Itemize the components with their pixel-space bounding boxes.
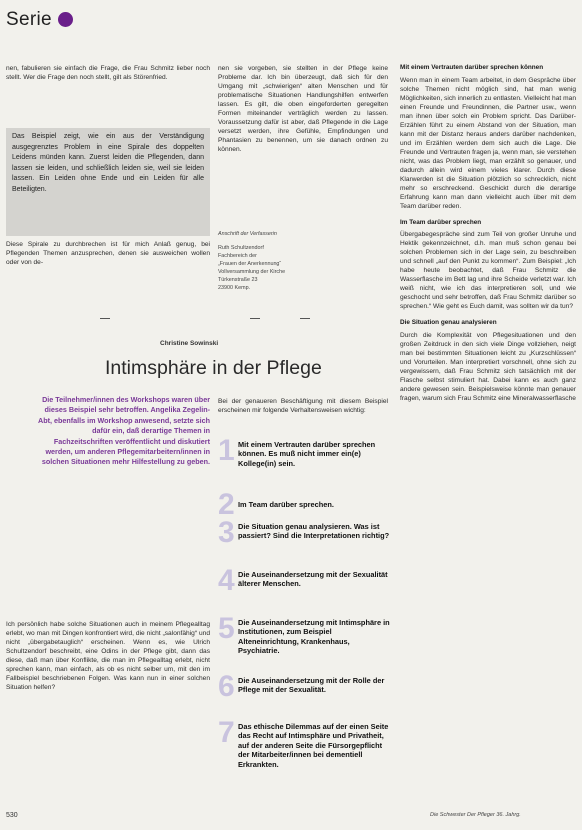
point-number: 2 <box>218 488 235 521</box>
col2-intro-text: Bei der genaueren Beschäftigung mit diesem Beispiel erscheinen mir folgende Verhaltensweisen wichtig: <box>218 398 388 414</box>
point-item <box>218 716 390 769</box>
col1-top-text: nen, fabulieren sie einfach die Frage, die Frau Schmitz lieber noch stellt. Wer die Frage den noch stellt, gilt als Störenfried. <box>6 65 210 81</box>
col1-after-box-text: Diese Spirale zu durchbrechen ist für mich Anlaß genug, bei Pflegenden Themen anzusprechen, denen sie ausweichen wollen oder von de- <box>6 241 210 266</box>
col2-top-text: nen sie vorgeben, sie stellten in der Pflege keine Probleme dar. Ich bin überzeugt, daß sich für den Umgang mit „schwierigen“ alten Menschen und für problematische Situationen Handlungshilfen entwerfen lassen. Es gilt, die oben eingeforderten geregelten Formen miteinander verträglich werden zu lassen. Voraussetzung dafür ist aber, daß Pflegende in die Lage versetzt werden, ihre Gefühle, Empfindungen und Phantasien zu benennen, um sie danach ordnen zu können. <box>218 65 388 153</box>
author: Christine Sowinski <box>160 340 219 347</box>
point-text: Mit einem Vertrauten darüber sprechen können. Es muß nicht immer ein(e) Kollege(in) sein. <box>238 440 376 468</box>
address-line: Vollversammlung der Kirche <box>218 269 286 275</box>
col3-heading-1: Mit einem Vertrauten darüber sprechen können <box>400 64 544 71</box>
lead-text: Die Teilnehmer/innen des Workshops waren über dieses Beispiel sehr betroffen. Angelika Zegelin-Abt, ebenfalls im Workshop anwesend, setzte sich dafür ein, daß derartige Themen in Fachzeitschriften veröffentlicht und diskutiert werden, um anderen Pflegemitarbeitern/innen in solchen Situationen mehr Hilfestellung zu geben. <box>38 395 211 467</box>
point-item <box>218 434 390 468</box>
col3-paragraph-1: Wenn man in einem Team arbeitet, in dem Gespräche über solche Themen nicht möglich sind, hat man wenig Möglichkeiten, sich innerlich zu entlasten. Vielleicht hat man einen Freunde und Freundinnen, die Partner usw., wenn man ihnen über solch ein Problem spricht. Das Darüber-Erzählen führt zu einem Abstand von der Situation, man kann mit der Distanz heraus anders darüber nachdenken, und im Erzählen werden dem sich auch die Lage. Die Freunde und Vertrauten fragen ja, wenn man, sie verstehen nicht, was das Problem liegt, man erzählt so genauer, und dadurch allein wird einem vieles klarer. Durch diese Klarwerden ist die Situation plötzlich so schrecklich, nicht mehr so erschreckend. Geschickt durch die derartige Erfahrung kann man dann vielleicht auch über mit dem Team darüber reden. <box>400 76 576 210</box>
page-number: 530 <box>6 812 18 819</box>
point-number: 5 <box>218 612 235 645</box>
col3-paragraph-3: Durch die Komplexität von Pflegesituationen und den großen Zeitdruck in den sich viele Dinge vollziehen, neigt man bei bestimmten Situationen leicht zu „Kurzschlüssen“ und Vorurteilen. Man interpretiert vorschnell, ohne sich zu vergewissern, daß Frau Schmitz sich tatsächlich mit der Flasche selbst stimuliert hat. Dabei kann es auch ganz andere gewesen sein. Beispielsweise könnte man genauer fragen, warum sich Frau Schmitz eine Mineralwasserflasche <box>400 331 576 402</box>
point-item <box>218 488 390 521</box>
point-text: Im Team darüber sprechen. <box>238 500 334 509</box>
address-line: 23900 Kemp. <box>218 285 251 291</box>
point-item <box>218 516 390 549</box>
series-dot-icon <box>58 12 73 27</box>
col1-bottom-text: Ich persönlich habe solche Situationen auch in meinem Pflegealltag erlebt, wo man mit Dingen konfrontiert wird, die nicht „salonfähig“ und nicht „übergabetauglich“ erscheinen. Wenn es, wie Ulrich Schultzendorf beschreibt, eine Odins in der Pflege gibt, dann das diese, daß man über Konflikte, die man im Pflegealltag erlebt, nicht sprechen kann, man einfach, als ob es nicht selber um, mit den im Fallbeispiel beschriebenen Folgen. Was kann nun in einer solchen Situation helfen? <box>6 621 210 691</box>
divider <box>300 318 310 319</box>
col3 <box>400 64 576 403</box>
col3-paragraph-2: Übergabegespräche sind zum Teil von großer Unruhe und Hektik gekennzeichnet, d.h. man muß schon genau bei solchen Problemen sich in der Lage sein, zu beschreiben und schnell „auf den Punkt zu kommen“. Zum Beispiel: „Ich habe heute beobachtet, daß Frau Schmitz die Wasserflasche im Bett lag und ihre Scheide verletzt war. Ich weiß nicht, wie ich das interpretieren soll, und wie geschocht und sehr betroffen, daß Frau Schmitz darüber so sprechen.“ Wie geht es Euch damit, was sollten wir da tun? <box>400 231 576 311</box>
point-number: 4 <box>218 564 235 597</box>
highlight-box <box>6 128 210 236</box>
address-line: Ruth Schultzendorf <box>218 245 264 251</box>
point-list <box>218 434 390 770</box>
address-line: „Frauen der Anerkennung“ <box>218 261 282 267</box>
point-number: 6 <box>218 670 235 703</box>
point-number: 1 <box>218 434 235 467</box>
footer-journal: Die Schwester Der Pfleger 36. Jahrg. <box>430 812 521 818</box>
point-number: 3 <box>218 516 235 549</box>
address-block <box>218 230 368 292</box>
point-item <box>218 612 390 656</box>
point-item <box>218 670 390 703</box>
article-title: Intimsphäre in der Pflege <box>105 357 322 379</box>
point-text: Das ethische Dilemmas auf der einen Seite das Recht auf Intimsphäre und Privatheit, auf der anderen Seite die Fürsorgepflicht der Mitarbeiter/innen bei dementiell Erkrankten. <box>238 722 389 769</box>
divider <box>250 318 260 319</box>
point-number: 7 <box>218 716 235 749</box>
col3-heading-2: Im Team darüber sprechen <box>400 218 482 226</box>
point-text: Die Auseinandersetzung mit Intimsphäre in Institutionen, zum Beispiel Alteneinrichtung, Krankenhaus, Psychiatrie. <box>238 618 390 656</box>
address-line: Fachbereich der <box>218 253 257 259</box>
point-text: Die Situation genau analysieren. Was ist passiert? Sind die Interpretationen richtig? <box>238 522 390 541</box>
address-title: Anschrift der Verfasserin <box>218 231 277 237</box>
col3-heading-3: Die Situation genau analysieren <box>400 319 497 327</box>
point-text: Die Auseinandersetzung mit der Sexualität älterer Menschen. <box>238 570 388 589</box>
point-item <box>218 564 390 597</box>
address-line: Türkenstraße 23 <box>218 277 258 283</box>
point-text: Die Auseinandersetzung mit der Rolle der Pflege mit der Sexualität. <box>238 676 385 695</box>
series-label: Serie <box>6 9 52 30</box>
highlight-box-text: Das Beispiel zeigt, wie ein aus der Verständigung ausgegrenztes Problem in eine Spirale des doppelten Leidens münden kann. Zuerst leiden die Pflegenden, dann lassen sie leiden, und schließlich leiden sie, weil sie leiden lassen. Ein Leiden ohne Ende und ein Leiden für alle Beteiligten. <box>12 133 204 193</box>
divider <box>100 318 110 319</box>
